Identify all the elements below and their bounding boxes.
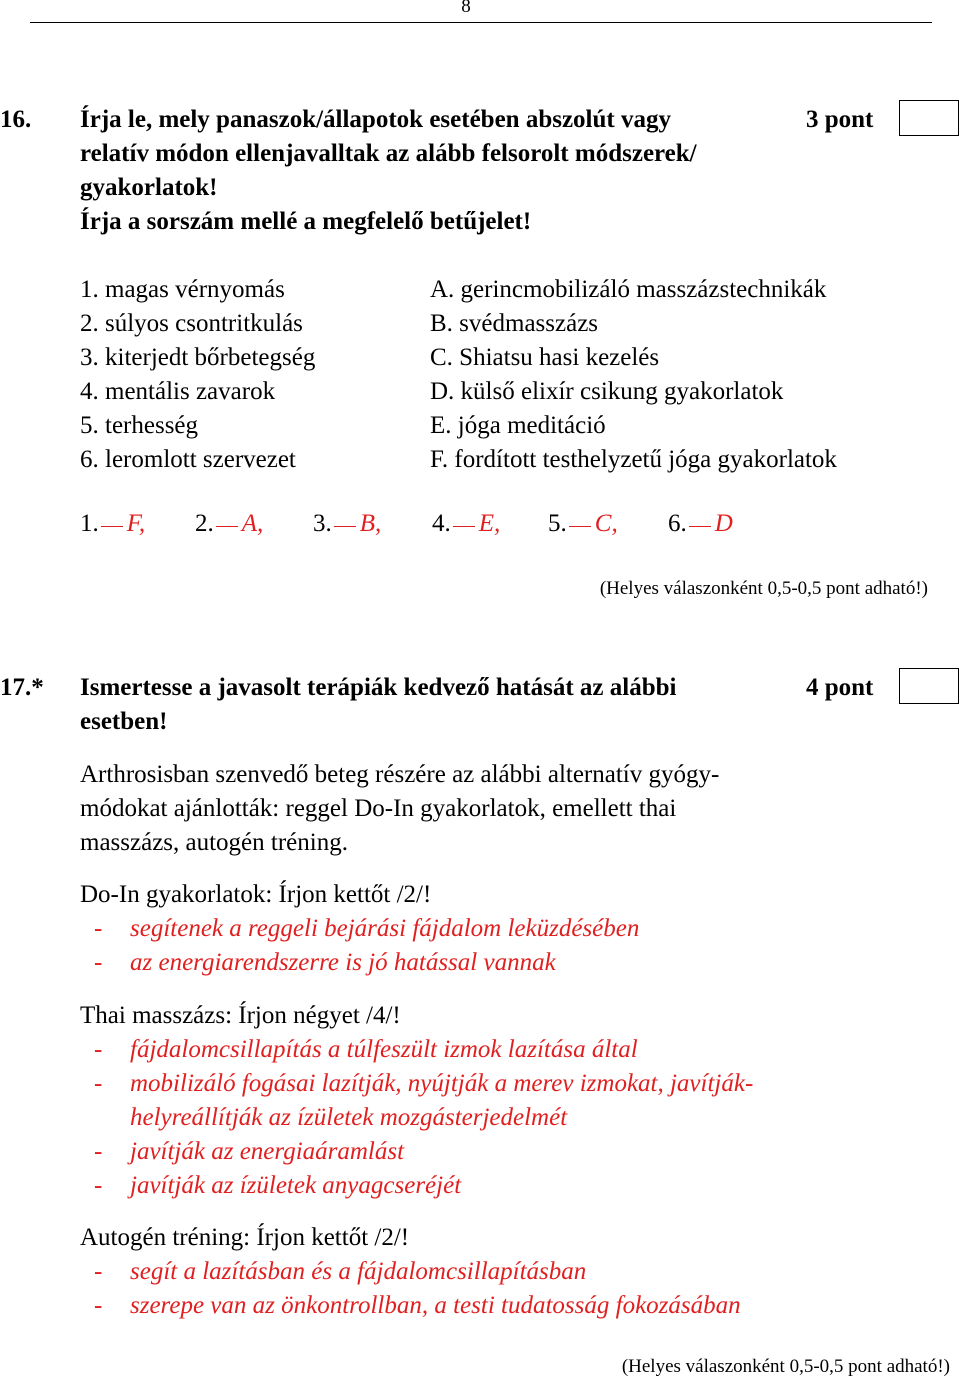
answer-value: A xyxy=(241,510,258,537)
answer-dash xyxy=(216,526,238,527)
autogen-answer: szerepe van az önkontrollban, a testi tudatosság fokozásában xyxy=(130,1292,741,1319)
answer-value: D xyxy=(714,510,733,537)
answer-dash xyxy=(569,526,591,527)
list-dash: - xyxy=(94,1292,103,1319)
list-dash: - xyxy=(94,1036,103,1063)
list-dash: - xyxy=(94,915,103,942)
q16-number: 16. xyxy=(0,106,32,133)
q17-score-box[interactable] xyxy=(899,668,959,704)
q16-right-item: A. gerincmobilizáló masszázstechnikák xyxy=(430,276,827,303)
q16-scoring-note: (Helyes válaszonként 0,5-0,5 pont adható!) xyxy=(599,578,928,599)
q16-score-box[interactable] xyxy=(899,100,959,136)
answer-sep: , xyxy=(494,510,501,537)
q16-right-item: B. svédmasszázs xyxy=(430,310,599,337)
list-dash: - xyxy=(94,1258,103,1285)
list-dash: - xyxy=(94,949,103,976)
q16-left-item: 2. súlyos csontritkulás xyxy=(80,310,303,337)
q16-right-item: D. külső elixír csikung gyakorlatok xyxy=(430,378,784,405)
q16-line-3: gyakorlatok! xyxy=(80,174,218,201)
q16-answer xyxy=(668,510,733,538)
answer-num: 3. xyxy=(313,510,332,537)
q16-left-item: 1. magas vérnyomás xyxy=(80,276,285,303)
thai-label: Thai masszázs: Írjon négyet /4/! xyxy=(80,1002,401,1029)
doin-answer: segítenek a reggeli bejárási fájdalom leküzdésében xyxy=(130,915,640,942)
q16-answer xyxy=(80,510,145,538)
q16-line-2: relatív módon ellenjavalltak az alább felsorolt módszerek/ xyxy=(80,140,697,167)
answer-dash xyxy=(453,526,475,527)
answer-sep: , xyxy=(611,510,618,537)
autogen-label: Autogén tréning: Írjon kettőt /2/! xyxy=(80,1224,410,1251)
q16-left-item: 3. kiterjedt bőrbetegség xyxy=(80,344,316,371)
thai-answer: javítják az energiaáramlást xyxy=(130,1138,405,1165)
q16-answer xyxy=(548,510,618,538)
page-number: 8 xyxy=(461,0,471,17)
q16-right-item: E. jóga meditáció xyxy=(430,412,606,439)
answer-dash xyxy=(689,526,711,527)
q16-left-item: 4. mentális zavarok xyxy=(80,378,276,405)
list-dash: - xyxy=(94,1172,103,1199)
answer-value: F xyxy=(126,510,139,537)
answer-num: 4. xyxy=(432,510,451,537)
answer-sep: , xyxy=(257,510,264,537)
answer-num: 2. xyxy=(195,510,214,537)
doin-answer: az energiarendszerre is jó hatással vannak xyxy=(130,949,556,976)
answer-sep: , xyxy=(138,510,146,537)
q17-line-2: esetben! xyxy=(80,708,168,735)
header-rule xyxy=(30,22,932,23)
thai-answer-continued: helyreállítják az ízületek mozgásterjedelmét xyxy=(130,1104,568,1131)
q17-line-1: Ismertesse a javasolt terápiák kedvező hatását az alábbi xyxy=(80,674,677,701)
answer-dash xyxy=(101,526,123,527)
doin-label: Do-In gyakorlatok: Írjon kettőt /2/! xyxy=(80,881,432,908)
answer-num: 5. xyxy=(548,510,567,537)
q16-left-item: 5. terhesség xyxy=(80,412,199,439)
q16-answer xyxy=(432,510,500,538)
q16-answer xyxy=(195,510,263,538)
q16-line-1: Írja le, mely panaszok/állapotok esetében abszolút vagy xyxy=(80,106,671,133)
answer-sep: , xyxy=(375,510,382,537)
thai-answer: fájdalomcsillapítás a túlfeszült izmok lazítása által xyxy=(130,1036,638,1063)
q17-case-line: Arthrosisban szenvedő beteg részére az alábbi alternatív gyógy- xyxy=(80,761,720,788)
q17-case-line: módokat ajánlották: reggel Do-In gyakorlatok, emellett thai xyxy=(80,795,677,822)
list-dash: - xyxy=(94,1138,103,1165)
answer-value: E xyxy=(478,510,495,537)
q16-points: 3 pont xyxy=(806,106,874,133)
q16-line-4: Írja a sorszám mellé a megfelelő betűjelet! xyxy=(80,208,532,235)
list-dash: - xyxy=(94,1070,103,1097)
answer-value: B xyxy=(359,510,376,537)
q17-points: 4 pont xyxy=(806,674,874,701)
answer-num: 1. xyxy=(80,510,99,537)
answer-value: C xyxy=(594,510,612,537)
thai-answer: mobilizáló fogásai lazítják, nyújtják a merev izmokat, javítják- xyxy=(130,1070,754,1097)
q17-case-line: masszázs, autogén tréning. xyxy=(80,829,348,856)
q16-right-item: F. fordított testhelyzetű jóga gyakorlatok xyxy=(430,446,837,473)
answer-dash xyxy=(334,526,356,527)
autogen-answer: segít a lazításban és a fájdalomcsillapításban xyxy=(130,1258,587,1285)
answer-num: 6. xyxy=(668,510,687,537)
q16-answer xyxy=(313,510,381,538)
q17-scoring-note: (Helyes válaszonként 0,5-0,5 pont adható!) xyxy=(621,1356,950,1377)
q17-number: 17.* xyxy=(0,674,44,701)
thai-answer: javítják az ízületek anyagcseréjét xyxy=(130,1172,462,1199)
q16-left-item: 6. leromlott szervezet xyxy=(80,446,296,473)
q16-right-item: C. Shiatsu hasi kezelés xyxy=(430,344,660,371)
